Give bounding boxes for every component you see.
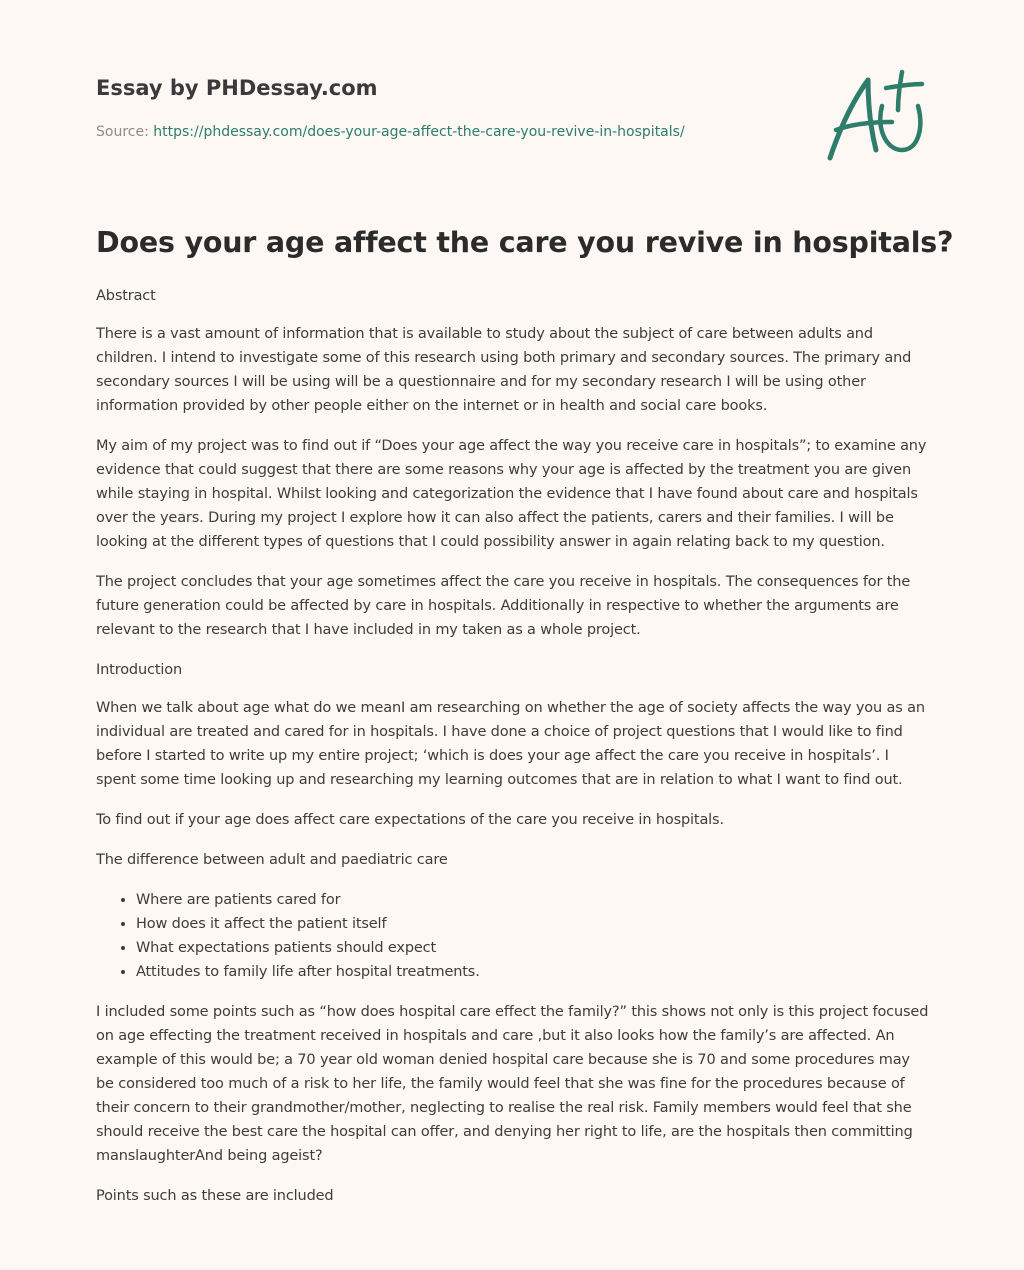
list-item: • What expectations patients should expect: [136, 936, 932, 960]
paragraph: When we talk about age what do we meanI am researching on whether the age of society affects the way you as an individual are treated and cared for in hospitals. I have done a choice of project questions that I would like to find before I started to write up my entire project; ‘which is does your age affect the care you receive in hospitals’. I spent some time looking up and researching my learning outcomes that are in relation to what I want to find out.: [96, 700, 925, 788]
a-plus-grade-icon: [818, 66, 930, 166]
essay-title: Does your age affect the care you revive in hospitals?: [96, 226, 954, 259]
source-link[interactable]: https://phdessay.com/does-your-age-affect-the-care-you-revive-in-hospitals/: [153, 124, 685, 140]
source-label: Source:: [96, 124, 154, 140]
list-item: • How does it affect the patient itself: [136, 912, 932, 936]
abstract-heading: Abstract: [96, 288, 156, 304]
paragraph: The difference between adult and paediatric care: [96, 852, 448, 868]
paragraph: To find out if your age does affect care expectations of the care you receive in hospitals.: [96, 812, 724, 828]
introduction-heading: Introduction: [96, 662, 183, 678]
source-line: [96, 124, 685, 140]
list-item: • Where are patients cared for: [136, 888, 932, 912]
site-brand: Essay by PHDessay.com: [96, 76, 378, 100]
paragraph: Points such as these are included: [96, 1188, 334, 1204]
paragraph: My aim of my project was to find out if “Does your age affect the way you receive care in hospitals”; to examine any evidence that could suggest that there are some reasons why your age is affected by the treatment you are given while staying in hospital. Whilst looking and categorization the evidence that I have found about care and hospitals over the years. During my project I explore how it can also affect the patients, carers and their families. I will be looking at the different types of questions that I could possibility answer in again relating back to my question.: [96, 438, 927, 550]
essay-body: [96, 284, 932, 1224]
paragraph: I included some points such as “how does hospital care effect the family?” this shows not only is this project focused on age effecting the treatment received in hospitals and care ,but it also looks how the family’s are affected. An example of this would be; a 70 year old woman denied hospital care because she is 70 and some procedures may be considered too much of a risk to her life, the family would feel that she was fine for the procedures because of their concern to their grandmother/mother, neglecting to realise the real risk. Family members would feel that she should receive the best care the hospital can offer, and denying her right to life, are the hospitals then committing manslaughterAnd being ageist?: [96, 1004, 929, 1164]
paragraph: The project concludes that your age sometimes affect the care you receive in hospitals. The consequences for the future generation could be affected by care in hospitals. Additionally in respective to whether the arguments are relevant to the research that I have included in my taken as a whole project.: [96, 574, 911, 638]
paragraph: There is a vast amount of information that is available to study about the subject of care between adults and children. I intend to investigate some of this research using both primary and secondary sources. The primary and secondary sources I will be using will be a questionnaire and for my secondary research I will be using other information provided by other people either on the internet or in health and social care books.: [96, 326, 912, 414]
bullet-list: [96, 888, 932, 984]
list-item: • Attitudes to family life after hospital treatments.: [136, 960, 932, 984]
